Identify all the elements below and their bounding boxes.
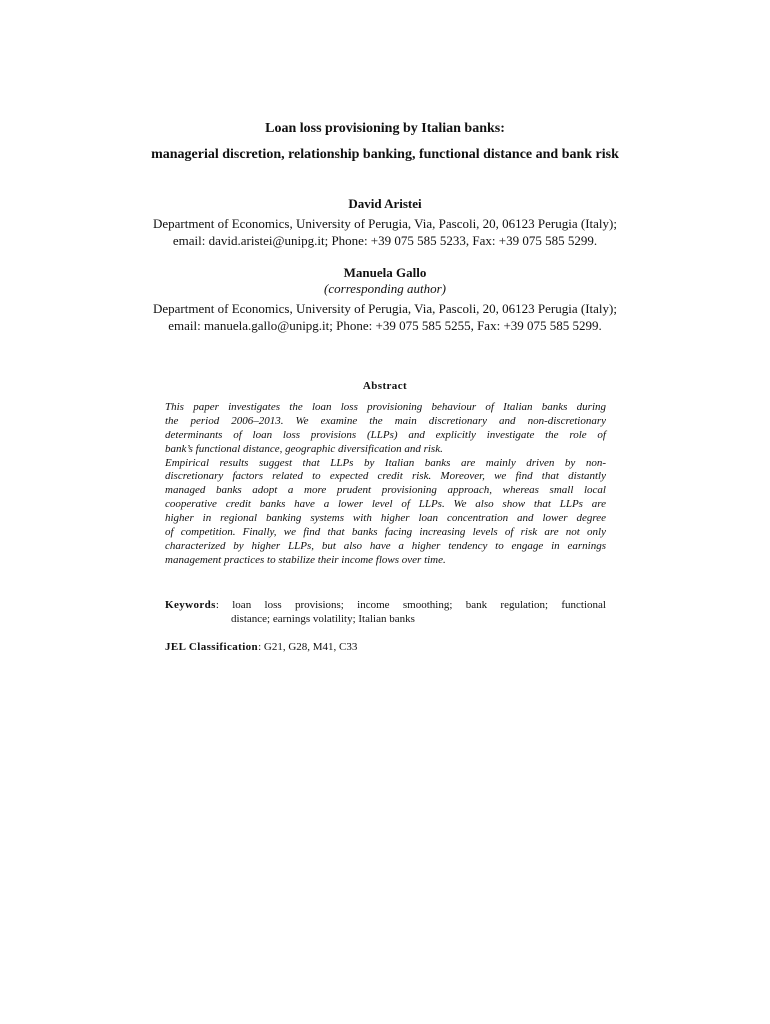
keywords-label: Keywords: [165, 599, 216, 611]
abstract-line: bank’s functional distance, geographic diversification and risk.: [165, 442, 443, 455]
abstract-line: cooperative credit banks have a lower level of LLPs. We also show that LLPs are: [165, 498, 606, 511]
corresponding-author-note: (corresponding author): [324, 281, 446, 296]
abstract-line: management practices to stabilize their income flows over time.: [165, 553, 446, 566]
abstract-line: higher in regional banking systems with higher loan concentration and lower degree: [165, 512, 606, 525]
abstract-line: of competition. Finally, we find that banks facing increasing levels of risk are not only: [165, 526, 606, 539]
keyword-word: loss: [264, 599, 282, 611]
abstract-line: determinants of loan loss provisions (LLPs) and explicitly investigate the role of: [165, 428, 606, 441]
keyword-word: regulation;: [500, 599, 549, 611]
keywords-line-1: [165, 598, 606, 612]
abstract-line: characterized by higher LLPs, but also have a higher tendency to engage in earnings: [165, 539, 606, 552]
author-name-2: Manuela Gallo: [343, 265, 427, 280]
author-name-1: David Aristei: [348, 196, 422, 211]
keyword-word: smoothing;: [402, 599, 453, 611]
paper-title-line-1: Loan loss provisioning by Italian banks:: [265, 121, 505, 136]
keywords-label-group: [165, 598, 219, 612]
jel-label: JEL Classification: [165, 641, 259, 653]
keyword-word: bank: [465, 599, 488, 611]
abstract-text: [165, 401, 606, 568]
keyword-word: provisions;: [294, 599, 344, 611]
author-contact-2: email: manuela.gallo@unipg.it; Phone: +39 075 585 5255, Fax: +39 075 585 5299.: [168, 318, 602, 333]
jel-codes: : G21, G28, M41, C33: [258, 641, 358, 653]
paper-title-line-2: managerial discretion, relationship banking, functional distance and bank risk: [151, 147, 619, 162]
abstract-line: discretionary factors related to expected credit risk. Moreover, we find that distantly: [165, 470, 606, 483]
author-affiliation-2: Department of Economics, University of Perugia, Via, Pascoli, 20, 06123 Perugia (Italy);: [153, 301, 617, 316]
keyword-word: functional: [561, 599, 606, 611]
jel-classification: [165, 640, 606, 654]
author-contact-1: email: david.aristei@unipg.it; Phone: +39 075 585 5233, Fax: +39 075 585 5299.: [172, 233, 598, 248]
keywords-colon: :: [215, 599, 219, 611]
keyword-word: loan: [232, 599, 252, 611]
abstract-line: managed banks adopt a more prudent provisioning approach, whereas small local: [165, 484, 606, 497]
author-affiliation-1: Department of Economics, University of Perugia, Via, Pascoli, 20, 06123 Perugia (Italy);: [153, 216, 617, 231]
abstract-line: the period 2006–2013. We examine the main discretionary and non-discretionary: [165, 414, 606, 427]
abstract-heading: Abstract: [362, 380, 408, 392]
abstract-line: This paper investigates the loan loss provisioning behaviour of Italian banks during: [165, 401, 606, 413]
keywords-line-2: distance; earnings volatility; Italian banks: [231, 613, 415, 625]
abstract-line: Empirical results suggest that LLPs by Italian banks are mainly driven by non-: [165, 456, 606, 469]
keyword-word: income: [357, 599, 390, 611]
